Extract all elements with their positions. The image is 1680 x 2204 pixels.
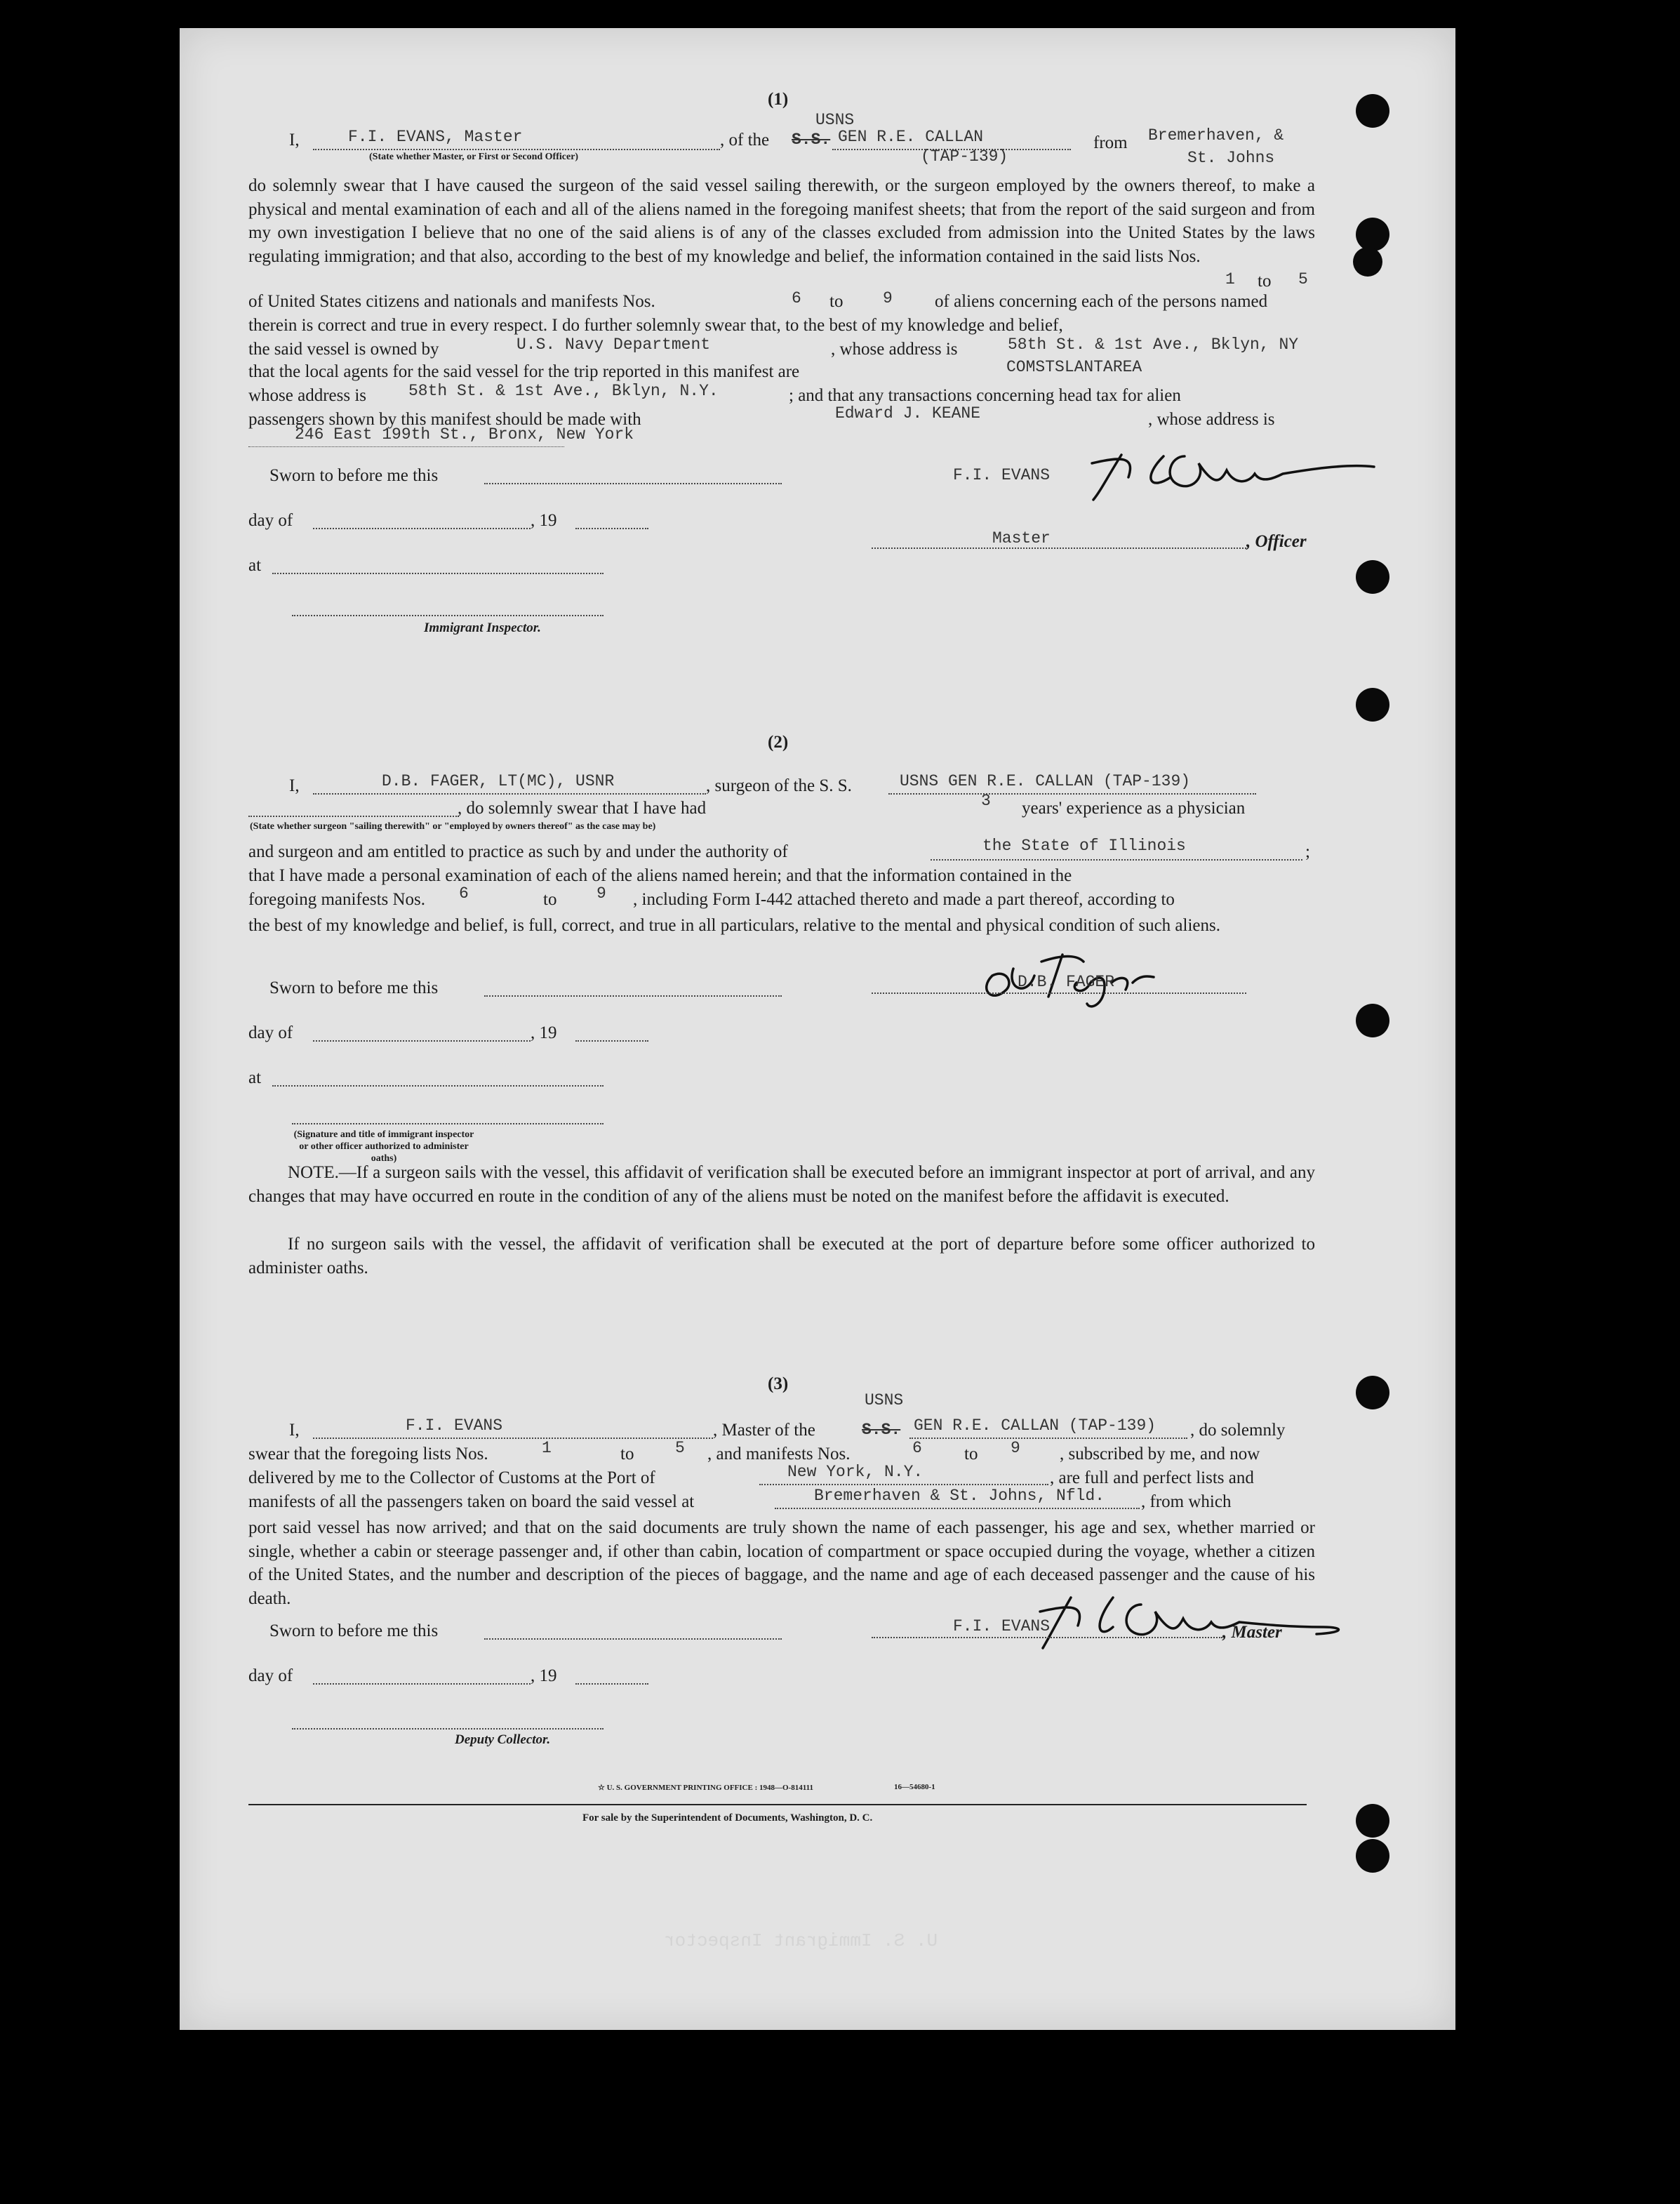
i-label-3: I, [289, 1421, 300, 1440]
usns-label-3: USNS [865, 1391, 904, 1409]
day-of-label-2: day of [248, 1023, 293, 1042]
bleed-through-stamp: U. S. Immigrant Inspector [664, 1930, 938, 1951]
whose-address-label: , whose address is [831, 340, 958, 359]
agents-address: 58th St. & 1st Ave., Bklyn, N.Y. [408, 382, 719, 400]
swear-lists-label: swear that the foregoing lists Nos. [248, 1445, 488, 1463]
passengers-text: passengers shown by this manifest should be made with [248, 410, 641, 429]
surgeon-state-note: (State whether surgeon "sailing therewith" or "employed by owners thereof" as the case may be) [250, 821, 656, 832]
note-paragraph-2: If no surgeon sails with the vessel, the affidavit of verification shall be executed at the port of departure before some officer authorized to administer oaths. [248, 1235, 1315, 1277]
from-port-1: Bremerhaven, & [1148, 126, 1284, 145]
surgeon-ship: USNS GEN R.E. CALLAN (TAP-139) [900, 772, 1191, 790]
surgeon-to-label: to [543, 890, 557, 909]
surgeon-manifest-from: 6 [459, 884, 469, 903]
port-of-arrival: New York, N.Y. [787, 1463, 924, 1481]
master-label-3: , Master [1222, 1623, 1282, 1642]
surgeon-name: D.B. FAGER, LT(MC), USNR [382, 772, 615, 790]
master-name-3: F.I. EVANS [406, 1416, 503, 1435]
aliens-concerning: of aliens concerning each of the persons named [935, 292, 1268, 311]
document-page: (1) USNS I, F.I. EVANS, Master (State whether Master, or First or Second Officer) , of the S.S. GEN R.E. CALLAN (TAP-139) from Bremerhaven, & St. Johns do solemnly swear that I have caused the surgeon of the said vessel sailing therewith, or the surgeon employed by the owners thereof, to make a physical and mental examination of each and all of the aliens named in the foregoing manifest sheets; that from the report of the said surgeon and from my own investigation I believe that no one of the said aliens is of any of the classes excluded from admission into the United States by the laws regulating immigration; and that also, according to the best of my knowledge and belief, the information contained in the said lists Nos. 1 to 5 of United States citizens and nationals and manifests Nos. 6 to 9 of aliens concerning each of the persons named therein is correct and true in every respect. I do further solemnly swear that, to the best of my knowledge and belief, the said vessel is owned by U.S. Navy Department , whose address is 58th St. & 1st Ave., Bklyn, NY that the local agents for the said vessel for the trip reported in this manifest are COMSTSLANTAREA whose address is 58th St. & 1st Ave., Bklyn, N.Y. ; and that any transactions concerning head tax for alien passengers shown by this manifest should be made with Edward J. KEANE , whose address is 246 East 199th St., Bronx, New York Sworn to before me this F.I. EVANS day of , 19 Master , Officer at Immigrant Inspector. (2) I, D.B. FAGER, LT(MC), USNR , surgeon of the S. S. USNS GEN R.E. CALLAN (TAP-139) , do solemnly swear that I have had 3 years' experience as a physician (State whether surgeon "sailing therewith" or "employed by owners thereof" as the case may be) and surgeon and am entitled to practice as such by and under the authority of the State of Illinois ; that I have made a personal examination of each of the aliens named herein; and that the information contained in the foregoing manifests Nos. 6 to 9 , including Form I-442 attached thereto and made a part thereof, according to the best of my knowledge and belief, is full, correct, and true in all particulars, relative to the mental and physical condition of such aliens. Sworn to before me this D.B. FAGER day of , 19 at (Signature and title of immigrant inspector or other officer authorized to administer oaths) NOTE.—If a surgeon sails with the vessel, this affidavit of verification shall be executed before an immigrant inspector at port of arrival, and any changes that may have occurred en route in the condition of any of the aliens must be noted on the manifest before the affidavit is executed. If no surgeon sails with the vessel, the affidavit of verification shall be executed at the port of departure before some officer authorized to administer oaths. (3) USNS I, F.I. EVANS , Master of the S.S. GEN R.E. CALLAN (TAP-139) , do solemnly swear that the foregoing lists Nos. 1 to 5 , and manifests Nos. 6 to 9 , subscribed by me, and now delivered by me to the Collector of Customs at the Port of New York, N.Y. , are full and perfect lists and manifests of all the passengers taken on board the said vessel at Bremerhaven & St. Johns, Nfld. , from which port said vessel has now arrived; and that on the said documents are truly shown the name of each passenger, his age and sex, whether married or single, whether a cabin or steerage passenger and, if other than cabin, location of compartment or space occupied during the voyage, whether a citizen of the United States, and the number and description of the pieces of baggage, and the name and age of each deceased passenger and the cause of his death. Sworn to before me this F.I. EVANS , Master day of , 19 Deputy Collector. ☆ U. S. GOVERNMENT PRINTING OFFICE : 1948—O-814111 16—54680-1 For sale by the Superintendent of Documents, Washington, D. C. U. S. Immigrant Inspector [180, 28, 1455, 2030]
punch-hole [1356, 1376, 1389, 1409]
surgeon-of-label: , surgeon of the S. S. [706, 776, 852, 795]
note-paragraph: NOTE.—If a surgeon sails with the vessel, this affidavit of verification shall be executed before an immigrant inspector at port of arrival, and any changes that may have occurred en route in the condition of any of the aliens must be noted on the manifest before the affidavit is executed. [248, 1163, 1315, 1206]
punch-hole [1356, 1839, 1389, 1873]
years-experience: 3 [981, 792, 991, 810]
head-tax-text: ; and that any transactions concerning head tax for alien [789, 386, 1181, 405]
owner-address: 58th St. & 1st Ave., Bklyn, NY [1008, 336, 1299, 354]
at-label-2: at [248, 1068, 262, 1087]
whose-address-3-label: , whose address is [1148, 410, 1275, 429]
section-2-number: (2) [768, 733, 789, 752]
manifests-from-3: 6 [912, 1439, 922, 1457]
from-port-2: St. Johns [1187, 149, 1275, 167]
year-label-2: , 19 [531, 1023, 557, 1042]
section-2-text-a: that I have made a personal examination of each of the aliens named herein; and that the information contained in the [248, 866, 1072, 885]
subscribed-label: , subscribed by me, and now [1060, 1445, 1260, 1463]
swear-experience: , do solemnly swear that I have had [458, 799, 707, 818]
signer-3: F.I. EVANS [953, 1617, 1051, 1635]
signer-2: D.B. FAGER [1018, 973, 1115, 991]
ship-name: GEN R.E. CALLAN [838, 128, 984, 146]
lists-from: 1 [1225, 270, 1235, 288]
surgeon-manifest-to: 9 [596, 884, 606, 903]
officer-title: Master [992, 529, 1051, 547]
section-2-text-c: the best of my knowledge and belief, is full, correct, and true in all particulars, relative to the mental and physical condition of such aliens. [248, 916, 1220, 935]
manifests-of-label: manifests of all the passengers taken on board the said vessel at [248, 1492, 695, 1511]
manifests-from: 6 [792, 289, 801, 307]
manifests-line: of United States citizens and nationals and manifests Nos. [248, 292, 655, 311]
i-label: I, [289, 131, 300, 150]
at-label-1: at [248, 556, 262, 575]
punch-hole [1356, 218, 1389, 251]
local-agents: COMSTSLANTAREA [1006, 358, 1142, 376]
authority-label: and surgeon and am entitled to practice as such by and under the authority of [248, 842, 788, 861]
section-3-body: port said vessel has now arrived; and that on the said documents are truly shown the name of each passenger, his age and sex, whether married or single, whether a cabin or steerage passenger and, if other than cabin, location of compartment or space occupied during the voyage, whether a citizen of the United States, and the number and description of the pieces of baggage, and the name and age of each deceased passenger and the cause of his death. [248, 1518, 1315, 1608]
person-address: 246 East 199th St., Bronx, New York [295, 425, 634, 444]
immigrant-inspector-label: Immigrant Inspector. [424, 620, 541, 635]
section-1-number: (1) [768, 90, 789, 109]
signer-1: F.I. EVANS [953, 466, 1051, 484]
lists-to-3: 5 [675, 1439, 685, 1457]
struck-ss: S.S. [792, 131, 831, 149]
sworn-label-3: Sworn to before me this [269, 1621, 439, 1640]
section-3-number: (3) [768, 1374, 789, 1393]
for-sale-notice: For sale by the Superintendent of Documents, Washington, D. C. [582, 1812, 873, 1824]
sworn-label-2: Sworn to before me this [269, 978, 439, 997]
punch-hole [1356, 560, 1389, 594]
of-the-label: , of the [720, 131, 770, 150]
state-note: (State whether Master, or First or Second Officer) [369, 152, 579, 162]
owned-by-label: the said vessel is owned by [248, 340, 439, 359]
years-label: years' experience as a physician [1022, 799, 1246, 818]
master-name: F.I. EVANS, Master [348, 128, 523, 146]
manifests-to-label: to [829, 292, 844, 311]
manifests-to-3: 9 [1011, 1439, 1020, 1457]
day-of-label-1: day of [248, 511, 293, 530]
lists-to: 5 [1298, 270, 1308, 288]
punch-hole [1356, 1804, 1389, 1838]
officer-signature-note: (Signature and title of immigrant inspector or other officer authorized to administer oaths) [293, 1129, 474, 1164]
to-label: to [1258, 272, 1272, 291]
from-label: from [1093, 133, 1128, 152]
head-tax-person: Edward J. KEANE [835, 404, 981, 423]
section-2-text-b: , including Form I-442 attached thereto and made a part thereof, according to [633, 890, 1175, 909]
solemnly-label: , do solemnly [1190, 1421, 1286, 1440]
punch-hole [1353, 247, 1382, 277]
deputy-collector-label: Deputy Collector. [455, 1732, 551, 1747]
lists-from-3: 1 [542, 1439, 552, 1457]
punch-hole [1356, 688, 1389, 722]
struck-ss-3: S.S. [862, 1421, 901, 1439]
whose-address-2-label: whose address is [248, 386, 367, 405]
year-label-3: , 19 [531, 1666, 557, 1685]
master-of-label: , Master of the [713, 1421, 815, 1440]
usns-label: USNS [815, 111, 855, 129]
embark-port: Bremerhaven & St. Johns, Nfld. [814, 1487, 1105, 1505]
authority-state: the State of Illinois [982, 837, 1186, 855]
punch-hole [1356, 94, 1389, 128]
manifests-to: 9 [883, 289, 893, 307]
manifests-to-label-3: to [964, 1445, 978, 1463]
officer-label: , Officer [1246, 532, 1307, 551]
ship-name-3: GEN R.E. CALLAN (TAP-139) [914, 1416, 1156, 1435]
and-manifests-label: , and manifests Nos. [707, 1445, 851, 1463]
signature-evans-3 [994, 1584, 1359, 1654]
signature-evans-1 [1079, 435, 1388, 505]
from-which-label: , from which [1141, 1492, 1232, 1511]
full-perfect-label: , are full and perfect lists and [1050, 1468, 1254, 1487]
punch-hole [1356, 1004, 1389, 1037]
gpo-imprint: ☆ U. S. GOVERNMENT PRINTING OFFICE : 1948—O-814111 [598, 1784, 813, 1792]
sworn-label-1: Sworn to before me this [269, 466, 439, 485]
i-label-2: I, [289, 776, 300, 795]
local-agents-label: that the local agents for the said vessel for the trip reported in this manifest are [248, 362, 800, 381]
day-of-label-3: day of [248, 1666, 293, 1685]
section-1-body: do solemnly swear that I have caused the surgeon of the said vessel sailing therewith, or the surgeon employed by the owners thereof, to make a physical and mental examination of each and all of the aliens named in the foregoing manifest sheets; that from the report of the said surgeon and from my own investigation I believe that no one of the said aliens is of any of the classes excluded from admission into the United States by the laws regulating immigration; and that also, according to the best of my knowledge and belief, the information contained in the said lists Nos. [248, 176, 1315, 266]
tap-number: (TAP-139) [921, 147, 1008, 166]
correct-line: therein is correct and true in every respect. I do further solemnly swear that, to the best of my knowledge and belief, [248, 316, 1063, 335]
to-label-3: to [620, 1445, 634, 1463]
foregoing-label: foregoing manifests Nos. [248, 890, 426, 909]
year-label-1: , 19 [531, 511, 557, 530]
delivered-label: delivered by me to the Collector of Customs at the Port of [248, 1468, 655, 1487]
owner-name: U.S. Navy Department [516, 336, 711, 354]
form-number: 16—54680-1 [894, 1783, 935, 1791]
